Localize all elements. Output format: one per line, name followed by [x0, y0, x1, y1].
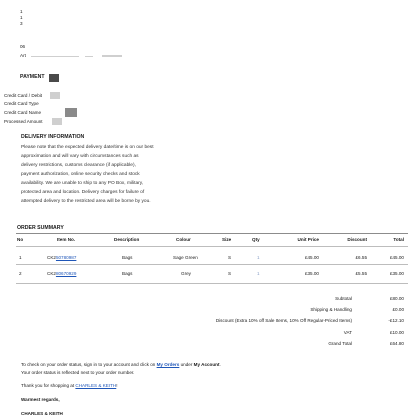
payment-field-card: Credit Card / Debit — [4, 93, 43, 98]
delivery-text-line: Please note that the expected delivery date/time is on our best — [21, 145, 154, 150]
col-header-colour: Colour — [176, 237, 191, 242]
discount-value: -£12.10 — [388, 318, 404, 323]
cell-size: S — [228, 271, 232, 276]
address-city: Art — [20, 53, 26, 58]
col-header-total: Total — [393, 237, 404, 242]
table-row-rule — [16, 264, 408, 265]
address-postcode: 06 — [20, 44, 26, 49]
shipping-label: Shipping & Handling — [310, 307, 352, 312]
delivery-text-line: approximation and will vary with circumstances such as — [21, 154, 139, 159]
cell-size: S — [228, 255, 232, 260]
my-orders-link[interactable]: My Orders — [156, 362, 180, 367]
delivery-text-line: protected area and location. Delivery charges for failure of — [21, 190, 145, 195]
cell-item-no — [47, 272, 76, 277]
shipping-value: £0.00 — [392, 307, 404, 312]
payment-heading: PAYMENT — [20, 74, 45, 80]
instruction-text: under — [179, 362, 194, 367]
item-link[interactable]: 50780987 — [55, 255, 77, 260]
delivery-text-line: delivery restrictions, customs clearance (if applicable), — [21, 163, 136, 168]
redacted-address — [102, 55, 122, 57]
delivery-text-line: availability. We are unable to ship to any PO Box, military, — [21, 181, 144, 186]
cell-total: £45.00 — [389, 255, 404, 260]
table-top-rule — [16, 233, 408, 234]
table-header-rule — [16, 246, 408, 247]
col-header-size: Size — [222, 237, 232, 242]
delivery-text-line: attempted delivery to the restricted area will be borne by you. — [21, 199, 151, 204]
cell-no: 1 — [19, 255, 22, 260]
thank-you-text: ! — [116, 383, 118, 388]
item-link[interactable]: 80670929 — [55, 271, 77, 276]
cell-unit-price: £45.00 — [304, 255, 319, 260]
address-line-3: 3 — [20, 21, 23, 26]
col-header-unit-price: Unit Price — [297, 237, 319, 242]
cell-qty: 1 — [257, 271, 260, 276]
thank-you-text: Thank you for shopping at — [21, 383, 76, 388]
redacted-card-name — [65, 108, 77, 117]
signature: CHARLES & KEITH — [21, 411, 63, 416]
payment-field-type: Credit Card Type — [4, 101, 39, 106]
cell-no: 2 — [19, 271, 22, 276]
brand-link[interactable]: CHARLES & KEITH — [75, 383, 117, 388]
payment-field-amount: Processed Amount — [4, 119, 43, 124]
col-header-item-no: Item No. — [57, 237, 76, 242]
payment-field-name: Credit Card Name — [4, 110, 42, 115]
col-header-qty: Qty — [252, 237, 260, 242]
cell-discount: £5.55 — [355, 271, 367, 276]
col-header-description: Description — [114, 237, 140, 242]
grand-total-value: £64.80 — [389, 341, 404, 346]
cell-item-no — [47, 256, 76, 261]
order-status-instruction — [21, 363, 221, 368]
cell-colour: Grey — [181, 271, 191, 276]
redacted-address — [31, 56, 79, 57]
subtotal-label: Subtotal — [335, 296, 352, 301]
col-header-discount: Discount — [347, 237, 367, 242]
redacted-card-value — [50, 92, 60, 99]
instruction-text: To check on your order status, sign in to your account and click on — [21, 362, 157, 367]
col-header-no: No — [17, 237, 24, 242]
subtotal-value: £80.00 — [389, 296, 404, 301]
cell-description: Bags — [122, 271, 133, 276]
thank-you-line — [21, 384, 118, 389]
delivery-heading: DELIVERY INFORMATION — [21, 134, 85, 140]
vat-label: VAT — [343, 330, 352, 335]
vat-value: £10.00 — [389, 330, 404, 335]
discount-label: Discount (Extra 10% off Sale Items, 10% Off Regular-Priced Items) — [215, 318, 352, 323]
cell-discount: £6.55 — [355, 255, 367, 260]
order-status-note: Your order status is reflected next to your order number. — [21, 370, 135, 375]
grand-total-label: Grand Total — [328, 341, 352, 346]
item-prefix: CK2 — [47, 255, 56, 260]
cell-description: Bags — [122, 255, 133, 260]
cell-colour: Sage Green — [173, 255, 198, 260]
table-bottom-rule — [16, 283, 408, 284]
order-summary-heading: ORDER SUMMARY — [17, 225, 64, 231]
address-line-1: 1 — [20, 9, 23, 14]
cell-unit-price: £35.00 — [304, 271, 319, 276]
item-prefix: CK2 — [47, 271, 56, 276]
address-line-2: 1 — [20, 15, 23, 20]
redacted-address — [85, 56, 93, 57]
redacted-amount — [52, 118, 62, 125]
delivery-text-line: payment authorization, online security checks and stock — [21, 172, 140, 177]
redacted-payment-icon — [49, 74, 59, 82]
cell-total: £35.00 — [389, 271, 404, 276]
instruction-text: . — [219, 362, 221, 367]
regards-line: Warmest regards, — [21, 397, 60, 402]
my-account-text: My Account — [193, 362, 220, 367]
cell-qty: 1 — [257, 255, 260, 260]
